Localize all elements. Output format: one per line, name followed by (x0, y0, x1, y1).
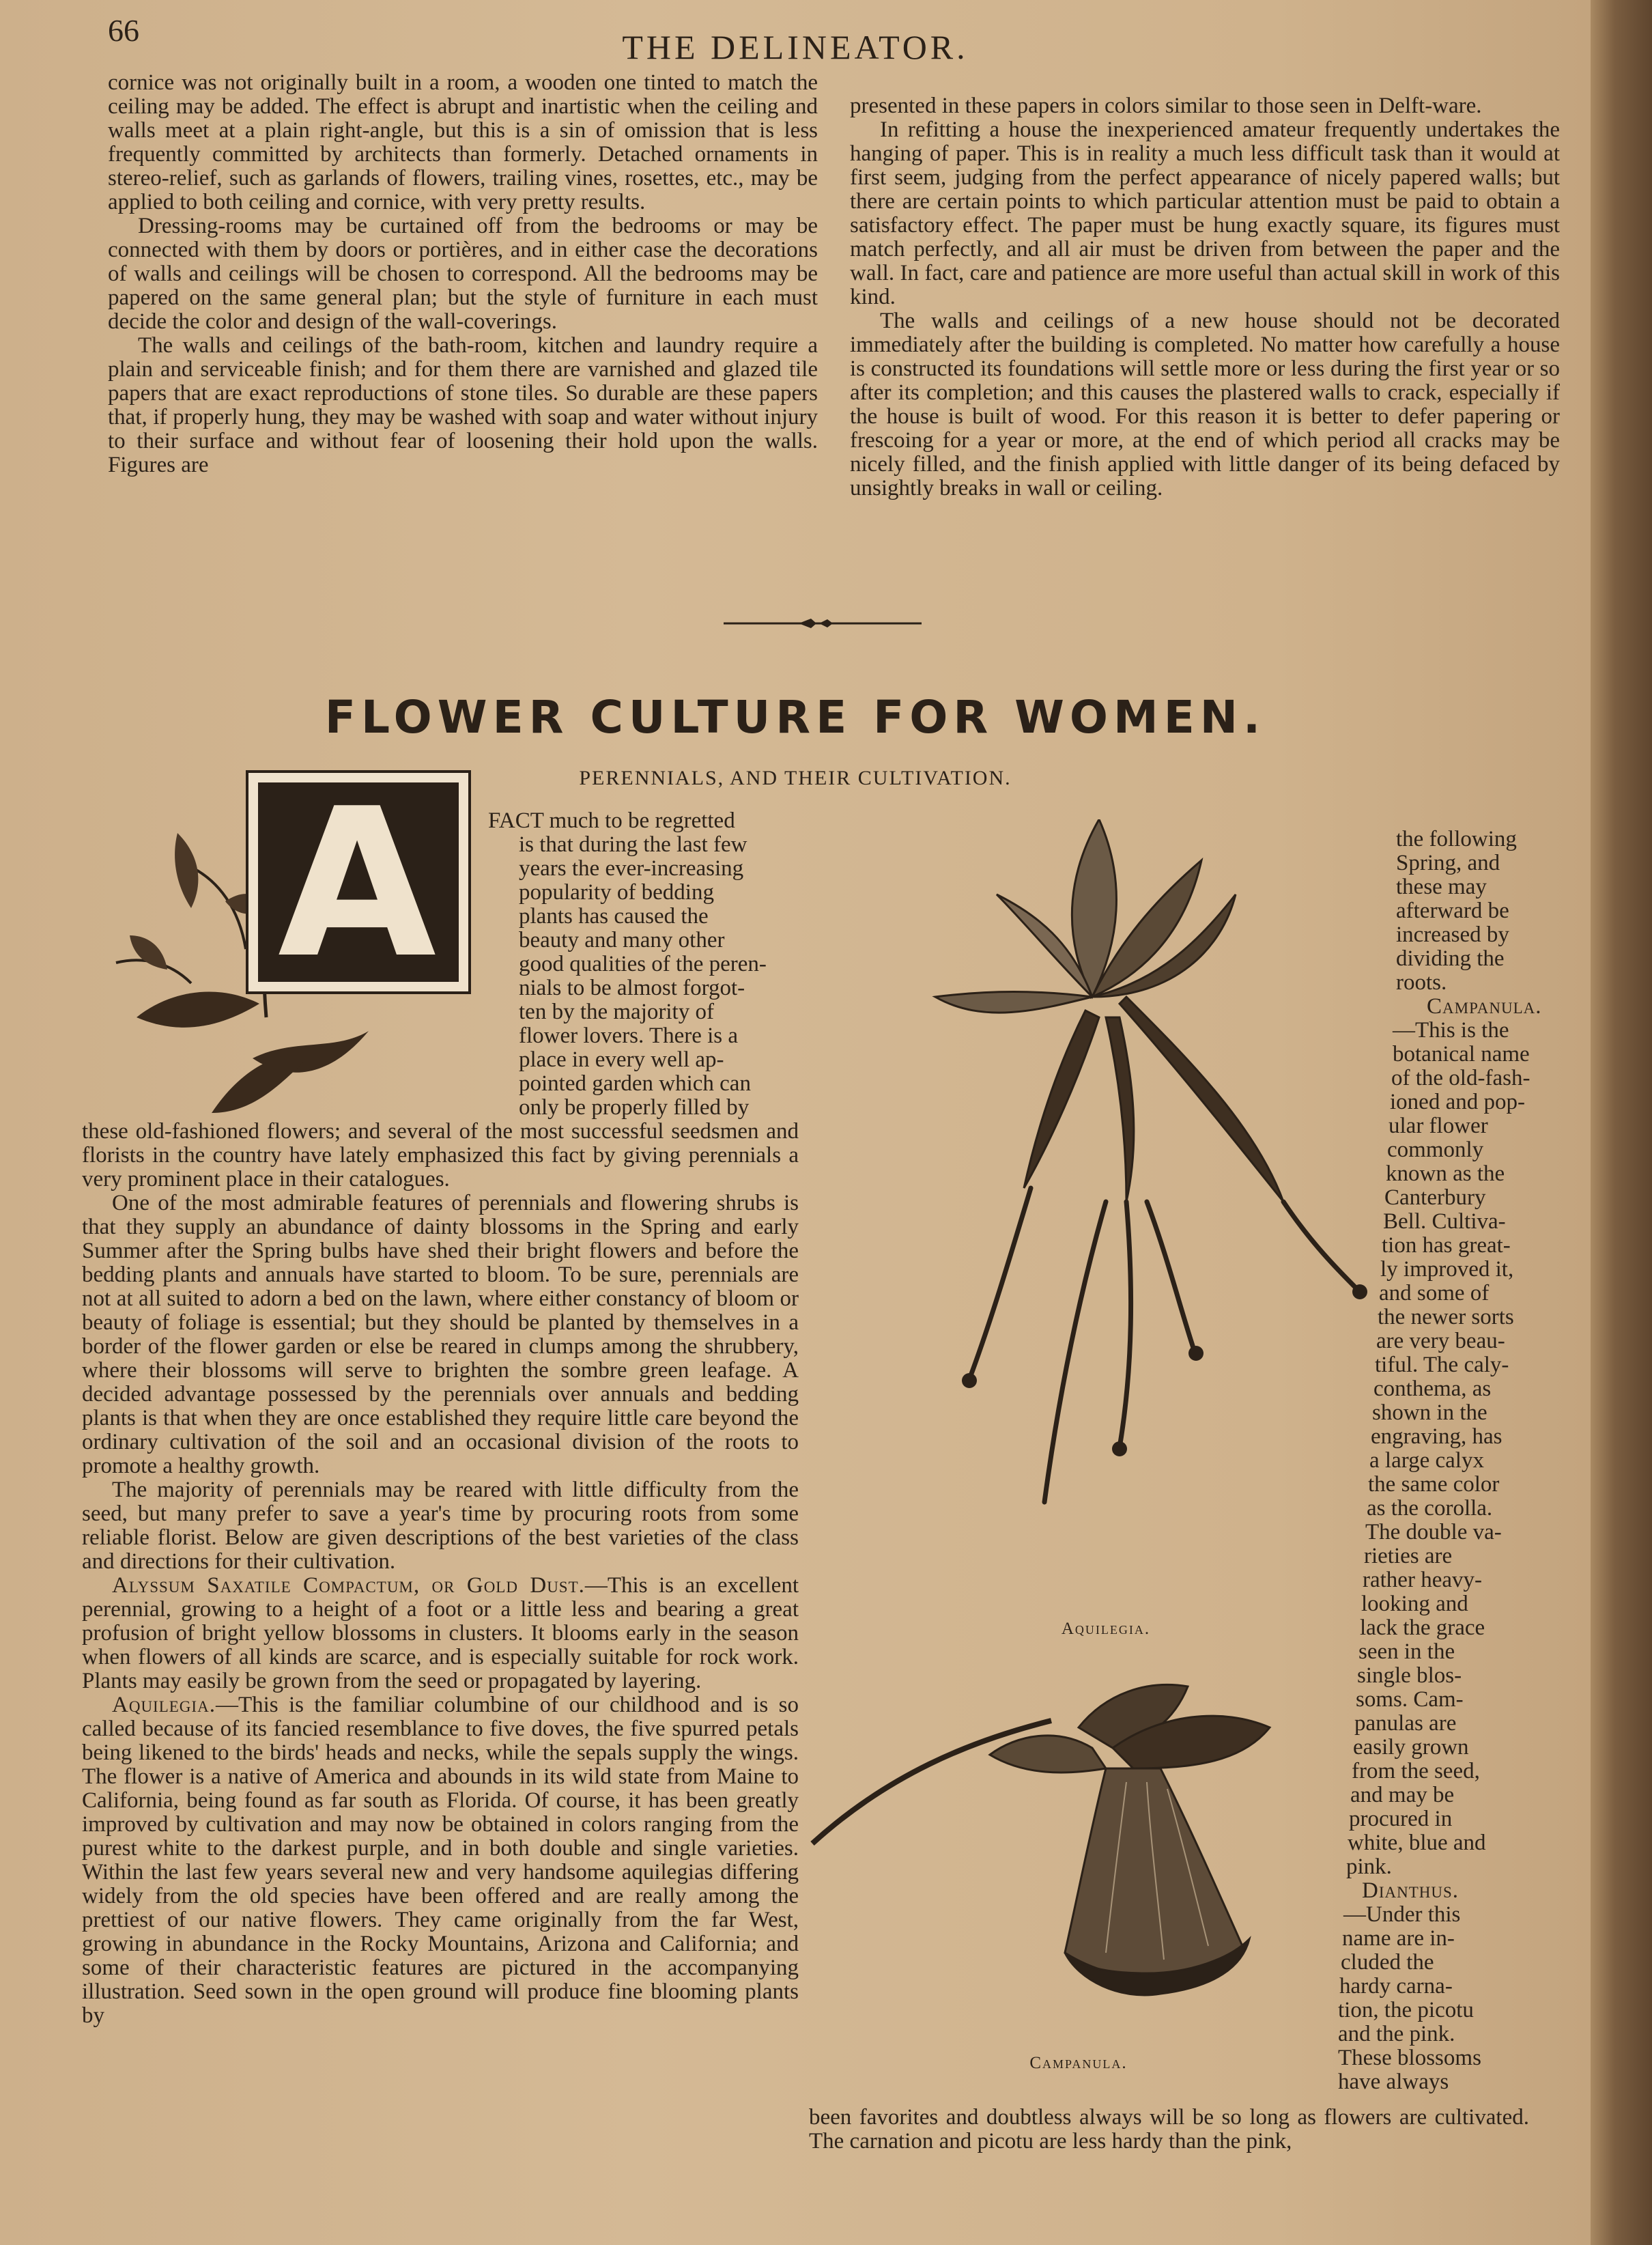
text-line: single blos- (1357, 1663, 1462, 1688)
text-line: place in every well ap- (519, 1047, 724, 1072)
text-line: lack the grace (1360, 1615, 1485, 1640)
aquilegia-illustration (833, 819, 1379, 1598)
intro-column (488, 809, 806, 1120)
text-line: increased by (1396, 922, 1509, 947)
text-line: of the old-fash- (1391, 1066, 1530, 1090)
text-line: looking and (1361, 1592, 1468, 1616)
text-line: cluded the (1341, 1950, 1434, 1975)
text-line: pointed garden which can (519, 1071, 751, 1096)
text-line: tiful. The caly- (1375, 1353, 1509, 1377)
paragraph: Alyssum Saxatile Compactum, or Gold Dust.—This is an excellent perennial, growing to a height of a foot or a little less and bearing a great profusion of bright yellow blossoms in clusters. It blooms early in the season when flowers of all kinds are scarce, and is especially suitable for rock work. Plants may easily be grown from the seed or propagated by layering. (82, 1573, 799, 1693)
paragraph: cornice was not originally built in a room, a wooden one tinted to match the ceiling may be added. The effect is abrupt and inartistic when the ceiling and walls meet at a plain right-angle, but this is a sin of omission that is less frequently committed by architects than formerly. Detached ornaments in stereo-relief, such as garlands of flowers, trailing vines, rosettes, etc., may be applied to both ceiling and cornice, with very pretty results. (108, 70, 818, 214)
text-line: these may (1396, 875, 1487, 899)
text-line: name are in- (1342, 1926, 1455, 1951)
text-line: is that during the last few (519, 832, 747, 857)
text-line: conthema, as (1373, 1376, 1492, 1401)
text-line: —Under this (1343, 1902, 1461, 1927)
text-line: rieties are (1364, 1544, 1453, 1568)
text-line: are very beau- (1376, 1329, 1505, 1353)
text-line: and may be (1350, 1783, 1455, 1807)
drop-cap-letter: A (277, 765, 437, 1003)
text-line: ular flower (1388, 1114, 1488, 1138)
caption-campanula: Campanula. (1029, 2054, 1128, 2072)
text-line: as the corolla. (1367, 1496, 1493, 1521)
text-line: The double va- (1365, 1520, 1502, 1544)
text-line: have always (1338, 2070, 1449, 2094)
caption-aquilegia: Aquilegia. (1061, 1620, 1151, 1638)
article-subtitle: PERENNIALS, AND THEIR CULTIVATION. (579, 767, 1012, 789)
text-line: only be properly filled by (519, 1095, 750, 1120)
paragraph: presented in these papers in colors similar to those seen in Delft-ware. (850, 94, 1482, 118)
text-line: white, blue and (1348, 1831, 1486, 1855)
entry-heading-alyssum: Alyssum Saxatile Compactum, or Gold Dust. (112, 1573, 585, 1598)
article-left-column (82, 1120, 799, 2028)
text-line: hardy carna- (1339, 1974, 1453, 1999)
text-line: good qualities of the peren- (519, 952, 767, 976)
text-line: Spring, and (1396, 851, 1500, 875)
entry-heading-aquilegia: Aquilegia. (112, 1693, 216, 1717)
text-line: from the seed, (1352, 1759, 1480, 1783)
text-line: procured in (1349, 1807, 1453, 1831)
top-left-column (108, 71, 818, 477)
text-line: a large calyx (1369, 1448, 1484, 1473)
ornamental-rule (724, 617, 922, 630)
text-line: popularity of bedding (519, 880, 714, 905)
text-line: tion, the picotu (1338, 1998, 1474, 2022)
paragraph: The walls and ceilings of a new house should not be decorated immediately after the building is completed. No matter how carefully a house is constructed its foundations will settle more or less during the first year or so after its completion; and this causes the plastered walls to crack, especially if the house is built of wood. For this reason it is better to defer papering or frescoing for a year or more, at the end of which period all cracks may be nicely filled, and the finish applied with little danger of its being defaced by unsightly breaks in wall or ceiling. (850, 309, 1560, 500)
text-line: the newer sorts (1378, 1305, 1514, 1329)
text-line: flower lovers. There is a (519, 1023, 739, 1048)
text-line: ioned and pop- (1390, 1090, 1525, 1114)
text-line: dividing the (1396, 946, 1505, 971)
text-line: and some of (1379, 1281, 1490, 1305)
text-line: known as the (1386, 1161, 1505, 1186)
text-line: the same color (1368, 1472, 1500, 1497)
text-line: nials to be almost forgot- (519, 976, 745, 1000)
text-line: ly improved it, (1380, 1257, 1514, 1282)
text-line: and the pink. (1338, 2022, 1455, 2046)
text-line: commonly (1387, 1138, 1484, 1162)
top-right-column (850, 94, 1560, 500)
article-right-column (1338, 827, 1546, 2094)
text-line: easily grown (1353, 1735, 1469, 1760)
text-line: afterward be (1396, 899, 1509, 923)
paragraph: One of the most admirable features of perennials and flowering shrubs is that they supply an abundance of dainty blossoms in the Spring and early Summer after the Spring bulbs have shed their bright flowers and before the bedding plants and annuals have started to bloom. To be sure, perennials are not at all suited to adorn a bed on the lawn, where either constancy of bloom or beauty of foliage is essential; but they should be planted by themselves in a border of the flower garden or else be reared in clumps among the shrubbery, where their blossoms will serve to brighten the sombre green leafage. A decided advantage possessed by the perennials over annuals and bedding plants is that when they are once established they require little care beyond the ordinary cultivation of the soil and an occasional division of the roots to promote a healthy growth. (82, 1191, 799, 1478)
campanula-illustration (806, 1666, 1365, 2048)
text-line: pink. (1346, 1854, 1392, 1879)
text-line: Canterbury (1384, 1185, 1486, 1210)
paragraph: Aquilegia.—This is the familiar columbine of our childhood and is so called because of its fancied resemblance to five doves, the five spurred petals being likened to the birds' heads and necks, while the sepals supply the wings. The flower is a native of America and abounds in its wild state from Maine to California, being found as far south as Florida. Of course, it has been greatly improved by cultivation and may now be obtained in colors ranging from the purest white to the darkest purple, and in both double and single varieties. Within the last few years several new and very handsome aquilegias differing widely from the old species have been offered and are really among the prettiest of our native flowers. They came originally from the far West, growing in abundance in the Rocky Mountains, Arizona and California; and some of their characteristic features are pictured in the accompanying illustration. Seed sown in the open ground will produce fine blooming plants by (82, 1693, 799, 2028)
text-line: plants has caused the (519, 904, 709, 929)
text-line: These blossoms (1338, 2046, 1481, 2070)
text-line: panulas are (1354, 1711, 1457, 1736)
paragraph: Dressing-rooms may be curtained off from the bedrooms or may be connected with them by doors or portières, and in either case the decorations of walls and ceilings will be chosen to correspond. All the bedrooms may be papered on the same general plan; but the style of furniture in each must decide the color and design of the wall-coverings. (108, 214, 818, 334)
entry-heading-campanula: Campanula. (1427, 994, 1542, 1019)
text-line: tion has great- (1382, 1233, 1511, 1258)
text-line: engraving, has (1371, 1424, 1503, 1449)
entry-heading-dianthus: Dianthus. (1362, 1878, 1459, 1903)
text-line: roots. (1396, 970, 1447, 995)
page-number: 66 (108, 13, 139, 48)
text-line: rather heavy- (1363, 1568, 1482, 1592)
text-line: —This is the (1393, 1018, 1509, 1043)
paragraph: The majority of perennials may be reared with little difficulty from the seed, but many prefer to save a year's time by procuring roots from some reliable florist. Below are given descriptions of the best varieties of the class and directions for their cultivation. (82, 1478, 799, 1574)
text-line: years the ever-increasing (519, 856, 744, 881)
paragraph: these old-fashioned flowers; and several of the most successful seedsmen and florists in the country have lately emphasized this fact by giving perennials a very prominent place in their catalogues. (82, 1119, 799, 1191)
running-title: THE DELINEATOR. (622, 28, 969, 66)
text-line: beauty and many other (519, 928, 725, 952)
text-line: seen in the (1358, 1639, 1455, 1664)
text-line: ten by the majority of (519, 1000, 714, 1024)
text-line: FACT much to be regretted (488, 808, 735, 833)
bottom-text: been favorites and doubtless always will be so long as flowers are cultivated. The carnation and picotu are less hardy than the pink, (809, 2105, 1529, 2154)
book-spine (1591, 0, 1652, 2245)
text-line: botanical name (1393, 1042, 1530, 1067)
text-line: shown in the (1372, 1400, 1487, 1425)
text-line: soms. Cam- (1356, 1687, 1464, 1712)
text-line: the following (1396, 827, 1517, 851)
text-line: Bell. Cultiva- (1383, 1209, 1506, 1234)
paragraph: In refitting a house the inexperienced amateur frequently undertakes the hanging of paper. This is in reality a much less difficult task than it would at first seem, judging from the perfect appearance of nicely papered walls; but there are certain points to which particular attention must be paid to obtain a satisfactory effect. The paper must be hung exactly square, its figures must match perfectly, and all air must be driven from between the paper and the wall. In fact, care and patience are more useful than actual skill in work of this kind. (850, 117, 1560, 309)
paragraph: The walls and ceilings of the bath-room, kitchen and laundry require a plain and serviceable finish; and for them there are varnished and glazed tile papers that are exact reproductions of stone tiles. So durable are these papers that, if properly hung, they may be washed with soap and water without injury to their surface and without fear of loosening their hold upon the walls. Figures are (108, 333, 818, 477)
article-title: FLOWER CULTURE FOR WOMEN. (324, 691, 1266, 744)
